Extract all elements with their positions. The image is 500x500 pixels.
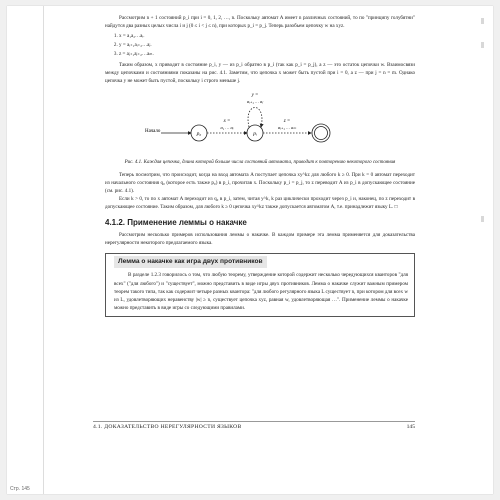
z-symbols: aⱼ₊₁ … aₘ <box>277 125 297 131</box>
accepting-state-inner <box>315 127 328 140</box>
y-label: y = <box>251 93 259 99</box>
margin-mark <box>481 18 484 24</box>
page-strip <box>7 6 44 494</box>
y-loop <box>248 108 262 128</box>
state-p0-label: p₀ <box>196 131 202 138</box>
paragraph: Рассмотрим несколько примеров использования леммы о накачке. В каждом примере эта лемма применяется для доказательства нерегулярности некоторого предлагаемого языка. <box>105 232 415 247</box>
book-page <box>7 6 493 494</box>
x-symbols: a₁ … aᵢ <box>220 125 234 131</box>
z-label: z = <box>283 119 291 125</box>
paragraph: Теперь посмотрим, что происходит, когда на вход автомата A поступает цепочка xy^kz для любого k ≥ 0. При k = 0 автомат переходит из начального состояния q₀ (которое есть также p₀) в p_i, прочитав x. Поскольку p_i = p_j, то z переводит A из p_i в допускающее состояние (см. рис. 4.1). <box>105 171 415 194</box>
start-label: Начало <box>145 129 161 135</box>
automaton-diagram <box>105 87 415 153</box>
list-item: 3. z = aⱼ₊₁aⱼ₊₂…aₘ. <box>119 50 415 59</box>
figure-caption: Рис. 4.1. Каждая цепочка, длина которой больше числа состояний автомата, приводит к повторению некоторого состояния <box>124 159 396 165</box>
running-footer: 4.1. ДОКАЗАТЕЛЬСТВО НЕРЕГУЛЯРНОСТИ ЯЗЫКОВ <box>93 424 242 430</box>
page-content <box>105 14 415 317</box>
paragraph: Таким образом, x приводит в состояние p_i, y — из p_i обратно в p_i (так как p_i = p_j), а z — это остаток цепочки w. Взаимосвязи между цепочками и состояниями показаны на рис. 4.1. Заметим, что цепочка x может быть пустой при i = 0, а z — при j = n = m. Однако цепочка y не может быть пустой, поскольку i строго меньше j. <box>105 62 415 85</box>
margin-mark <box>481 216 484 222</box>
sidebar-box <box>105 253 415 317</box>
list-item: 1. x = a₁a₂…aᵢ. <box>119 32 415 41</box>
x-label: x = <box>223 119 231 125</box>
page-label: Стр. 145 <box>10 486 30 492</box>
page-number: 145 <box>406 424 415 430</box>
y-symbols: aᵢ₊₁ … aⱼ <box>246 99 264 105</box>
paragraph: Рассмотрим n + 1 состояний p_i при i = 0, 1, 2, …, n. Поскольку автомат A имеет n различных состояний, то по "принципу голубятни" найдутся два разных целых числа i и j (0 ≤ i < j ≤ n), при которых p_i = p_j. Теперь разобьем цепочку w на xyz. <box>105 15 415 30</box>
string-partition-list <box>105 32 415 59</box>
box-text: В разделе 1.2.3 говорилось о том, что любую теорему, утверждение которой содержит несколько чередующихся кванторов "для всех" ("для любого") и "существует", можно представить в виде игры двух противников. Лемма о накачке служит важным примером теорем такого типа, так как содержит четыре разных квантора: "для любого регулярного языка L существует n, при котором для всех w из L, удовлетворяющих неравенству |w| ≥ n, существует цепочка xyz, равная w, удовлетворяющая …". Применение леммы о накачке можно представить в виде игры со следующими правилами. <box>114 272 408 311</box>
margin-mark <box>481 42 484 48</box>
section-heading: 4.1.2. Применение леммы о накачке <box>105 218 247 228</box>
list-item: 2. y = aᵢ₊₁aᵢ₊₂…aⱼ. <box>119 41 415 50</box>
paragraph: Если k > 0, то по x автомат A переходит из q₀ в p_i, затем, читая y^k, k раз циклически проходит через p_i и, наконец, по z переходит в допускающее состояние. Таким образом, для любого k ≥ 0 цепочка xy^kz также допускается автоматом A, т.е. принадлежит языку L. □ <box>105 195 415 210</box>
state-pi-label: pᵢ <box>253 131 257 138</box>
box-title: Лемма о накачке как игра двух противников <box>114 256 267 268</box>
page-footer <box>93 421 415 434</box>
